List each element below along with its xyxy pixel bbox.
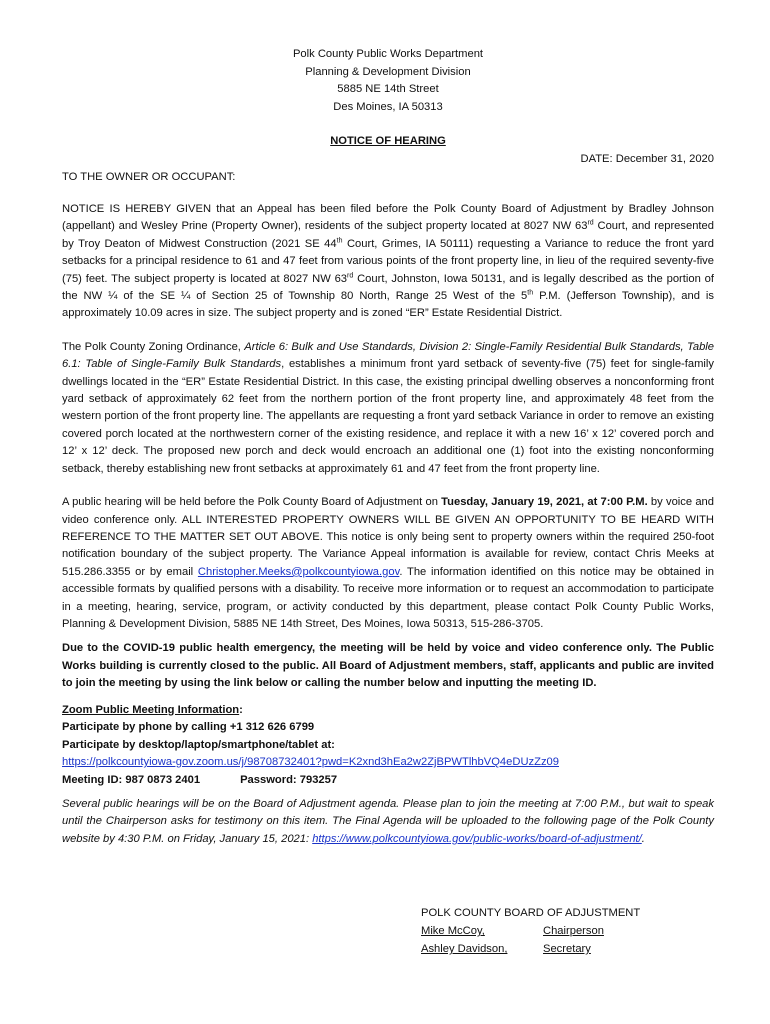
notice-document bbox=[62, 46, 714, 848]
paragraph-covid: Due to the COVID-19 public health emergency, the meeting will be held by voice and video conference only. The Public Works building is currently closed to the public. All Board of Adjustment members, staff, applicants and public are invited to join the meeting by using the link below or calling the number below and inputting the meeting ID. bbox=[62, 642, 714, 690]
text-run: . bbox=[641, 832, 645, 845]
notice-date: DATE: December 31, 2020 bbox=[580, 153, 714, 165]
text-run: . The information identified on this notice may be obtained in accessible formats by qualified persons with a disability. To receive more information or to request an accommodation to participate in a meeting, hearing, service, program, or activity conducted by this department, please contact Polk County Public Works, Planning & Development Division, 5885 NE 14th Street, Des Moines, Iowa 50313, 515-286-3705. bbox=[62, 565, 714, 630]
email-link[interactable]: Christopher.Meeks@polkcountyiowa.gov bbox=[197, 565, 400, 578]
city-state-zip: Des Moines, IA 50313 bbox=[333, 100, 443, 113]
signer-row bbox=[421, 940, 661, 958]
text-run: Several public hearings will be on the Board of Adjustment agenda. Please plan to join the meeting at 7:00 P.M., but wait to speak until the Chairperson asks for testimony on this item. The Final Agenda will be uploaded to the following page of the Polk County website by 4:30 P.M. on Friday, January 15, 2021: bbox=[62, 798, 714, 845]
zoom-heading: Zoom Public Meeting Information bbox=[62, 703, 240, 716]
text-run: , establishes a minimum front yard setback of seventy-five (75) feet for single-family dwellings located in the “ER” Estate Residential District. In this case, the existing principal dwelling observes a nonconforming front yard setback of approximately 62 feet from the northern portion of the front property line, and approximately 48 feet from the western portion of the front property line. The appellants are requesting a front yard setback Variance in order to remove an existing covered porch located at the northwestern corner of the existing residence, and replace it with a new 16’ x 12’ covered porch and 12’ x 12’ deck. The proposed new porch and deck would encroach an additional one (1) foot into the existing nonconforming setback, thereby establishing new front setbacks at approximately 61 and 47 feet from the front property line. bbox=[62, 358, 714, 475]
text-run: A public hearing will be held before the Polk County Board of Adjustment on bbox=[62, 496, 442, 509]
notice-title: NOTICE OF HEARING bbox=[330, 135, 446, 147]
zoom-link[interactable]: https://polkcountyiowa-gov.zoom.us/j/98708732401?pwd=K2xnd3hEa2w2ZjBPWTlhbVQ4eDUzZz09 bbox=[62, 756, 559, 769]
signer-row bbox=[421, 922, 661, 940]
division-name: Planning & Development Division bbox=[305, 65, 471, 78]
colon: : bbox=[239, 703, 243, 716]
superscript: rd bbox=[587, 219, 594, 227]
text-run: The Polk County Zoning Ordinance, bbox=[62, 340, 245, 353]
meeting-id: Meeting ID: 987 0873 2401 bbox=[62, 773, 201, 786]
paragraph-hearing bbox=[62, 494, 714, 633]
zoom-device: Participate by desktop/laptop/smartphone/tablet at: bbox=[62, 738, 335, 751]
text-run: Court, Johnston, Iowa 50131, and is legally described as the portion of the NW ¼ of the SE ¼ of Section 25 of Township 80 North, Range 25 West of the 5 bbox=[62, 272, 714, 303]
board-name: POLK COUNTY BOARD OF ADJUSTMENT bbox=[421, 907, 641, 919]
text-run: by voice and video conference only. ALL INTERESTED PROPERTY OWNERS WILL BE GIVEN AN OPPORTUNITY TO BE HEARD WITH REFERENCE TO THE MATTER SET OUT ABOVE. This notice is only being sent to property owners within the required 250-foot notification boundary of the subject property. The Variance Appeal information is available for review, contact Chris Meeks at 515.286.3355 or by email bbox=[62, 496, 714, 578]
text-run: NOTICE IS HEREBY GIVEN that an Appeal has been filed before the Polk County Board of Adjustment by Bradley Johnson (appellant) and Wesley Prine (Property Owner), residents of the subject property located at 8027 NW 63 bbox=[62, 203, 714, 233]
zoom-credentials bbox=[62, 772, 714, 790]
agenda-link[interactable]: https://www.polkcountyiowa.gov/public-works/board-of-adjustment/ bbox=[312, 832, 642, 845]
signer-role: Secretary bbox=[543, 943, 591, 955]
zoom-phone: Participate by phone by calling +1 312 626 6799 bbox=[62, 721, 315, 734]
superscript: rd bbox=[347, 271, 354, 279]
signer-name: Mike McCoy, bbox=[421, 925, 485, 937]
signature-block bbox=[421, 904, 661, 958]
salutation: TO THE OWNER OR OCCUPANT: bbox=[62, 171, 236, 183]
paragraph-ordinance bbox=[62, 339, 714, 478]
zoom-info bbox=[62, 702, 714, 790]
letterhead bbox=[62, 46, 714, 116]
superscript: th bbox=[527, 289, 534, 297]
text-run: Court, and represented by Troy Deaton of Midwest Construction (2021 SE 44 bbox=[62, 220, 714, 250]
paragraph-agenda bbox=[62, 796, 714, 848]
text-run: Court, Grimes, IA 50111) requesting a Variance to reduce the front yard setbacks for a principal residence to 61 and 47 feet from various points of the front property line, in lieu of the required seventy-five (75) feet. The subject property is located at 8027 NW 63 bbox=[62, 237, 714, 285]
superscript: th bbox=[336, 237, 343, 245]
meeting-password: Password: 793257 bbox=[240, 773, 338, 786]
paragraph-appeal bbox=[62, 201, 714, 323]
hearing-datetime: Tuesday, January 19, 2021, at 7:00 P.M. bbox=[441, 496, 648, 509]
text-run: P.M. (Jefferson Township), and is approximately 10.09 acres in size. The subject property and is zoned “ER” Estate Residential District. bbox=[62, 290, 715, 320]
signer-role: Chairperson bbox=[543, 925, 604, 937]
ordinance-reference: Article 6: Bulk and Use Standards, Division 2: Single-Family Residential Bulk Standards, Table 6.1: Table of Single-Family Bulk Standards bbox=[62, 340, 714, 371]
street-address: 5885 NE 14th Street bbox=[337, 83, 439, 95]
department-name: Polk County Public Works Department bbox=[292, 48, 484, 60]
signer-name: Ashley Davidson, bbox=[421, 943, 508, 955]
